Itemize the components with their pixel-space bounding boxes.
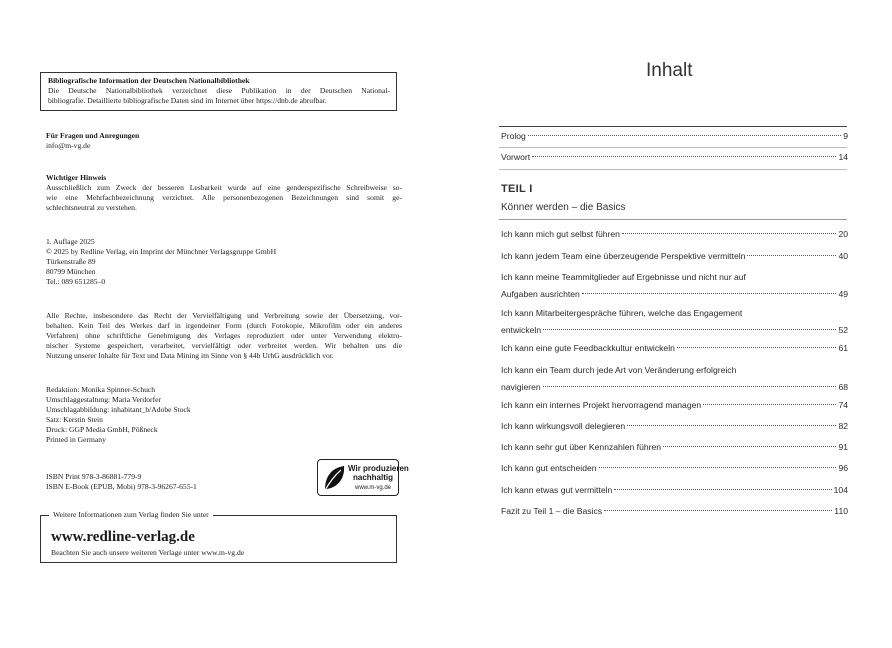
toc-entry-label-cont: navigieren xyxy=(501,382,541,392)
sustainability-badge-text xyxy=(348,464,409,482)
toc-entry-label: Prolog xyxy=(501,131,526,141)
toc-page-number: 40 xyxy=(838,251,848,261)
publisher-website-link[interactable]: www.redline-verlag.de xyxy=(51,529,195,545)
rights-line: nischer Systeme gespeichert, verarbeitet, vervielfältigt oder verbreitet werden. Wir behalten uns die xyxy=(46,341,402,350)
leaf-icon xyxy=(321,463,347,493)
toc-page-number: 68 xyxy=(838,382,848,392)
toc-entry-label: Ich kann ein internes Projekt hervorragend managen xyxy=(501,400,702,410)
toc-entry[interactable] xyxy=(501,439,848,456)
part-divider xyxy=(499,219,847,220)
toc-leader-dots xyxy=(582,293,837,294)
credits-block xyxy=(46,385,402,445)
toc-page-number: 61 xyxy=(838,343,848,353)
toc-entry[interactable] xyxy=(501,503,848,520)
toc-entry-label: Ich kann mich gut selbst führen xyxy=(501,229,620,239)
toc-leader-dots xyxy=(614,489,831,490)
toc-entry[interactable] xyxy=(501,460,848,477)
toc-leader-dots xyxy=(604,510,832,511)
credit-line: Printed in Germany xyxy=(46,435,106,444)
sustainability-badge-line1: Wir produzieren xyxy=(348,464,409,473)
toc-leader-dots xyxy=(622,233,836,234)
toc-page-number: 14 xyxy=(838,152,848,162)
toc-page-number: 52 xyxy=(838,325,848,335)
contact-block xyxy=(46,131,402,151)
publisher-web-hint: Weitere Informationen zum Verlag finden Sie unter xyxy=(49,510,213,520)
toc-title: Inhalt xyxy=(646,60,693,81)
credit-line: Redaktion: Monika Spinner-Schuch xyxy=(46,385,156,394)
imprint-line: Türkenstraße 89 xyxy=(46,257,96,266)
imprint-line: © 2025 by Redline Verlag, ein Imprint der Münchner Verlagsgruppe GmbH xyxy=(46,247,277,256)
toc-entry[interactable] xyxy=(501,397,848,414)
toc-entry-label: Ich kann Mitarbeitergespräche führen, welche das Engagement xyxy=(501,308,743,318)
contact-email: info@m-vg.de xyxy=(46,141,91,150)
toc-entry[interactable] xyxy=(501,248,848,265)
toc-entry-prolog[interactable] xyxy=(501,128,848,145)
toc-entry-label: Fazit zu Teil 1 – die Basics xyxy=(501,506,603,516)
toc-page-number: 49 xyxy=(838,289,848,299)
toc-leader-dots xyxy=(543,386,837,387)
toc-leader-dots xyxy=(677,347,837,348)
toc-entry-label-cont: entwickeln xyxy=(501,325,542,335)
toc-entry[interactable] xyxy=(501,418,848,435)
toc-divider xyxy=(499,169,847,170)
toc-entry-label: Ich kann meine Teammitglieder auf Ergebnisse und nicht nur auf xyxy=(501,272,746,282)
toc-entry[interactable] xyxy=(501,482,848,499)
sustainability-badge xyxy=(317,459,409,496)
toc-page-number: 104 xyxy=(833,485,848,495)
bibliographic-info-title: Bibliografische Information der Deutschen Nationalbibliothek xyxy=(48,76,250,85)
isbn-print: ISBN Print 978-3-86881-779-9 xyxy=(46,472,142,481)
toc-entry-label: Vorwort xyxy=(501,152,531,162)
toc-entry-vorwort[interactable] xyxy=(501,149,848,166)
toc-entry[interactable] xyxy=(501,362,848,396)
part-subtitle: Könner werden – die Basics xyxy=(501,202,626,213)
credit-line: Druck: GGP Media GmbH, Pößneck xyxy=(46,425,158,434)
rights-line: Alle Rechte, insbesondere das Recht der Vervielfältigung und Verbreitung sowie der Übersetzung, vor- xyxy=(46,311,402,320)
toc-entry[interactable] xyxy=(501,226,848,243)
toc-page-number: 9 xyxy=(843,131,848,141)
publisher-web-note: Beachten Sie auch unsere weiteren Verlage unter www.m-vg.de xyxy=(51,548,245,557)
rights-line: behalten. Kein Teil des Werkes darf in irgendeiner Form (durch Fotokopie, Mikrofilm oder ein anderes xyxy=(46,321,402,330)
isbn-ebook: ISBN E-Book (EPUB, Mobi) 978-3-96267-655-1 xyxy=(46,482,197,491)
toc-entry-label: Ich kann eine gute Feedbackkultur entwickeln xyxy=(501,343,675,353)
toc-leader-dots xyxy=(599,467,837,468)
notice-line: wie eine Mehrfachbezeichnung verzichtet. Alle personenbezogenen Bezeichnungen sind somit ge- xyxy=(46,193,402,202)
sustainability-badge-url: www.m-vg.de xyxy=(354,485,391,491)
toc-leader-dots xyxy=(663,446,836,447)
toc-entry-label: Ich kann jedem Team eine überzeugende Perspektive vermitteln xyxy=(501,251,746,261)
bibliographic-info-box xyxy=(40,72,397,111)
toc-page-number: 91 xyxy=(838,442,848,452)
toc-entry-label: Ich kann wirkungsvoll delegieren xyxy=(501,421,626,431)
toc-entry[interactable] xyxy=(501,269,848,303)
notice-line: schlechtsneutral zu verstehen. xyxy=(46,203,137,212)
toc-entry-label: Ich kann gut entscheiden xyxy=(501,463,597,473)
bibliographic-info-line: bibliografie. Detaillierte bibliografische Daten sind im Internet über https://dnb.de abrufbar. xyxy=(48,96,327,105)
imprint-block xyxy=(46,237,402,287)
toc-entry-label: Ich kann sehr gut über Kennzahlen führen xyxy=(501,442,662,452)
imprint-line: 1. Auflage 2025 xyxy=(46,237,95,246)
credit-line: Umschlagabbildung: inhabitant_b/Adobe Stock xyxy=(46,405,191,414)
toc-page-number: 20 xyxy=(838,229,848,239)
credit-line: Umschlaggestaltung: Maria Verdorfer xyxy=(46,395,161,404)
toc-leader-dots xyxy=(532,156,836,157)
part-heading: TEIL I xyxy=(501,183,533,195)
toc-entry-label-cont: Aufgaben ausrichten xyxy=(501,289,580,299)
toc-leader-dots xyxy=(543,329,836,330)
toc-entry-label: Ich kann etwas gut vermitteln xyxy=(501,485,613,495)
toc-entry[interactable] xyxy=(501,305,848,339)
toc-leader-dots xyxy=(747,255,836,256)
contact-title: Für Fragen und Anregungen xyxy=(46,131,140,140)
toc-leader-dots xyxy=(627,425,836,426)
table-of-contents-page xyxy=(446,0,892,648)
imprint-line: 80799 München xyxy=(46,267,96,276)
toc-leader-dots xyxy=(703,404,836,405)
toc-divider xyxy=(499,147,847,148)
publisher-web-box xyxy=(40,510,397,563)
toc-page-number: 74 xyxy=(838,400,848,410)
notice-block xyxy=(46,173,402,213)
rights-line: Verfahren) ohne schriftliche Genehmigung des Verlages reproduziert oder unter Verwendung elektro- xyxy=(46,331,402,340)
toc-entry[interactable] xyxy=(501,340,848,357)
imprint-line: Tel.: 089 651285–0 xyxy=(46,277,106,286)
toc-entry-label: Ich kann ein Team durch jede Art von Veränderung erfolgreich xyxy=(501,365,737,375)
notice-line: Ausschließlich zum Zweck der besseren Lesbarkeit wurde auf eine genderspezifische Schreibweise so- xyxy=(46,183,402,192)
bibliographic-info-line: Die Deutsche Nationalbibliothek verzeichnet diese Publikation in der Deutschen National- xyxy=(48,86,390,95)
credit-line: Satz: Kerstin Stein xyxy=(46,415,103,424)
toc-page-number: 82 xyxy=(838,421,848,431)
sustainability-badge-line2: nachhaltig xyxy=(352,473,393,482)
toc-leader-dots xyxy=(528,135,841,136)
rights-block xyxy=(46,311,402,361)
rights-line: Nutzung unserer Inhalte für Text und Data Mining im Sinne von § 44b UrhG ausdrücklich vor. xyxy=(46,351,334,360)
toc-page-number: 96 xyxy=(838,463,848,473)
toc-divider xyxy=(499,126,847,127)
toc-page-number: 110 xyxy=(834,506,848,516)
notice-title: Wichtiger Hinweis xyxy=(46,173,107,182)
